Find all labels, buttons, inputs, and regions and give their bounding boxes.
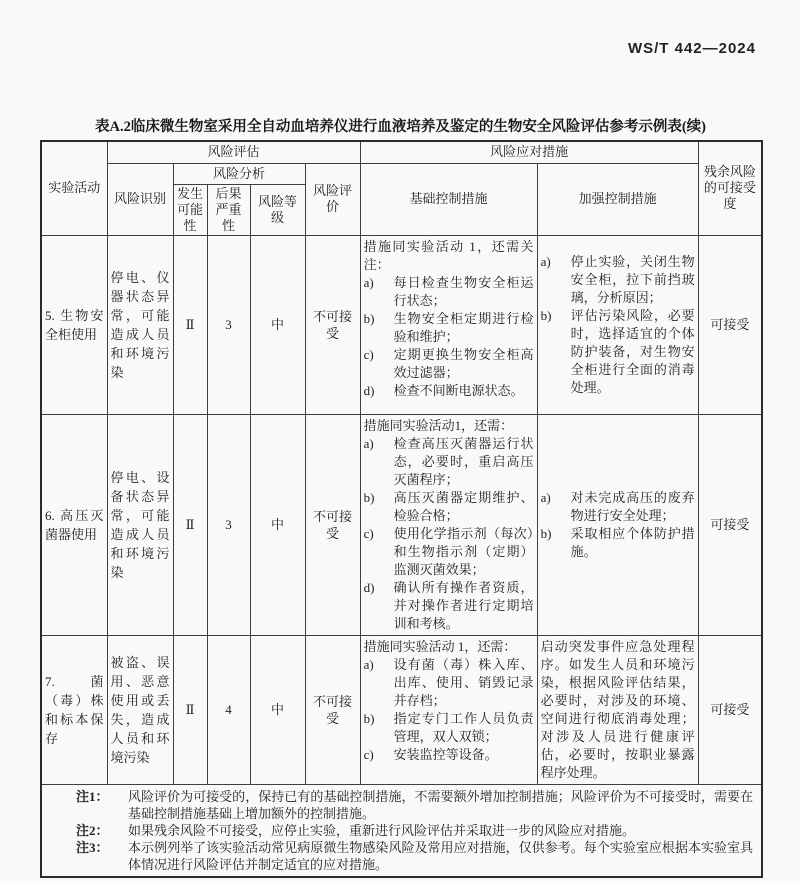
measure-item [364,489,534,525]
measures-intro: 措施同实验活动 1，还需： [363,638,517,654]
measure-item [364,656,534,710]
item-marker: a) [363,656,374,672]
item-text: 使用化学指示剂（每次）和生物指示剂（定期）监测灭菌效果； [393,525,534,577]
header-response-measures: 风险应对措施 [360,141,698,163]
risk-level-cell: 中 [250,235,305,414]
item-text: 安装监控等设备。 [393,746,498,762]
measure-item [541,307,695,397]
item-text: 检查高压灭菌器运行状态，必要时，重启高压灭菌程序； [393,435,534,487]
header-enhanced-measures: 加强控制措施 [537,163,698,235]
activity-cell: 7. 菌（毒）株和标本保存 [41,635,107,784]
item-text: 对未完成高压的废弃物进行安全处理； [570,489,695,523]
item-marker: a) [540,253,551,269]
header-residual-risk: 残余风险的可接受度 [698,141,762,235]
measure-item [364,746,534,764]
header-risk-analysis: 风险分析 [173,163,305,184]
table-row [41,635,762,784]
risk-id-cell: 停电、设备状态异常，可能造成人员和环境污染 [107,414,173,635]
activity-cell: 6. 高压灭菌器使用 [41,414,107,635]
measure-item [364,435,534,489]
measure-item [364,710,534,746]
residual-cell: 可接受 [698,414,762,635]
risk-level-cell: 中 [250,635,305,784]
severity-cell: 4 [207,635,250,784]
note-item [48,839,753,873]
standard-number: WS/T 442—2024 [627,40,756,57]
note-item [48,822,753,839]
residual-cell: 可接受 [698,235,762,414]
header-basic-measures: 基础控制措施 [360,163,537,235]
item-marker: b) [363,489,375,505]
item-text: 设有菌（毒）株入库、出库、使用、销毁记录并存档； [393,656,534,708]
measures-intro: 措施同实验活动1，还需： [363,417,514,433]
item-marker: a) [363,274,374,290]
measure-item [364,579,534,633]
basic-measures-cell [360,635,537,784]
note-label: 注2： [76,822,109,838]
severity-cell: 3 [207,235,250,414]
note-label: 注1： [76,788,109,804]
table-row [41,414,762,635]
enhanced-measures-cell [537,414,698,635]
measure-item [541,489,695,525]
basic-measures-cell [360,235,537,414]
likelihood-cell: Ⅱ [173,414,207,635]
table-row [41,235,762,414]
item-text: 采取相应个体防护措施。 [570,525,695,559]
note-text: 风险评价为可接受的，保持已有的基础控制措施，不需要额外增加控制措施；风险评价为不可接受时，需要在基础控制措施基础上增加额外的控制措施。 [128,788,754,821]
measures-intro: 措施同实验活动 1，还需关注： [363,238,534,272]
risk-level-cell: 中 [250,414,305,635]
table-title: 表A.2临床微生物室采用全自动血培养仪进行血液培养及鉴定的生物安全风险评估参考示例表(续) [95,119,706,135]
header-risk-evaluation: 风险评价 [305,163,360,235]
item-text: 生物安全柜定期进行检验和维护； [393,310,534,344]
item-text: 每日检查生物安全柜运行状态； [393,274,534,308]
note-text: 如果残余风险不可接受，应停止实验，重新进行风险评估并采取进一步的风险应对措施。 [128,822,636,838]
risk-id-cell: 停电、仪器状态异常，可能造成人员和环境污染 [107,235,173,414]
measure-item [364,274,534,310]
likelihood-cell: Ⅱ [173,235,207,414]
item-text: 指定专门工作人员负责管理，双人双锁； [393,710,534,744]
header-likelihood: 发生可能性 [173,184,207,235]
header-risk-assessment: 风险评估 [107,141,360,163]
item-text: 检查不间断电源状态。 [393,382,524,398]
risk-evaluation-cell: 不可接受 [305,235,360,414]
item-marker: a) [363,435,374,451]
header-risk-identification: 风险识别 [107,163,173,235]
enhanced-measures-cell [537,635,698,784]
enhanced-paragraph: 启动突发事件应急处理程序。如发生人员和环境污染，根据风险评估结果，必要时，对涉及的环境、空间进行彻底消毒处理；对涉及人员进行健康评估，必要时，按职业暴露程序处理。 [540,638,695,780]
risk-evaluation-cell: 不可接受 [305,635,360,784]
item-marker: a) [540,489,551,505]
item-marker: c) [363,525,374,541]
item-marker: b) [363,710,375,726]
measure-item [364,382,534,400]
item-text: 停止实验，关闭生物安全柜，拉下前挡玻璃，分析原因； [570,253,695,305]
header-severity: 后果严重性 [207,184,250,235]
enhanced-measures-cell [537,235,698,414]
note-text: 本示例列举了该实验活动常见病原微生物感染风险及常用应对措施，仅供参考。每个实验室应根据本实验室具体情况进行风险评估并制定适宜的应对措施。 [128,839,754,872]
note-label: 注3： [76,839,109,855]
item-marker: d) [363,579,375,595]
header-risk-level: 风险等级 [250,184,305,235]
severity-cell: 3 [207,414,250,635]
measure-item [364,310,534,346]
item-text: 评估污染风险，必要时，选择适宜的个体防护装备，对生物安全柜进行全面的消毒处理。 [570,307,695,395]
measure-item [364,346,534,382]
activity-cell: 5. 生物安全柜使用 [41,235,107,414]
item-marker: b) [363,310,375,326]
item-marker: b) [540,307,552,323]
note-item [48,788,753,822]
notes-row [41,784,762,877]
item-text: 确认所有操作者资质，并对操作者进行定期培训和考核。 [393,579,534,631]
notes-section [41,784,762,877]
residual-cell: 可接受 [698,635,762,784]
measure-item [364,525,534,579]
item-text: 定期更换生物安全柜高效过滤器； [393,346,534,380]
header-activity: 实验活动 [41,141,107,235]
item-marker: b) [540,525,552,541]
item-marker: d) [363,382,375,398]
measure-item [541,253,695,307]
item-marker: c) [363,346,374,362]
basic-measures-cell [360,414,537,635]
likelihood-cell: Ⅱ [173,635,207,784]
risk-assessment-table [40,140,763,878]
item-text: 高压灭菌器定期维护、检验合格； [393,489,534,523]
risk-evaluation-cell: 不可接受 [305,414,360,635]
measure-item [541,525,695,561]
risk-id-cell: 被盗、误用、恶意使用或丢失，造成人员和环境污染 [107,635,173,784]
item-marker: c) [363,746,374,762]
